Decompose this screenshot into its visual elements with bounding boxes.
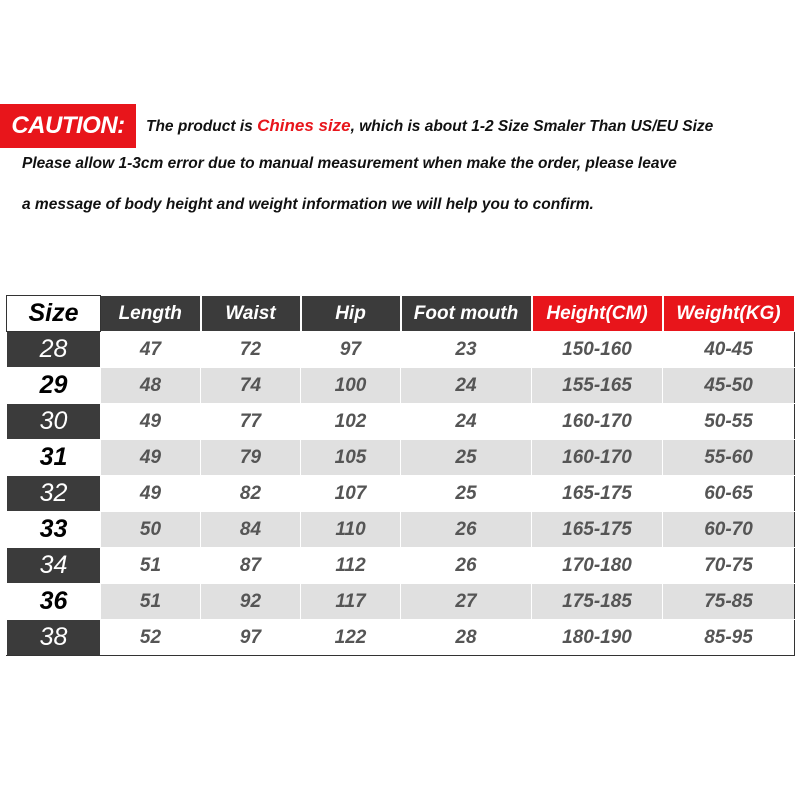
cell-height: 165-175 [532, 512, 663, 548]
cell-hip: 107 [301, 476, 401, 512]
cell-foot-mouth: 26 [401, 512, 532, 548]
cell-waist: 72 [201, 332, 301, 368]
cell-waist: 74 [201, 368, 301, 404]
cell-height: 170-180 [532, 548, 663, 584]
cell-size: 28 [7, 332, 101, 368]
cell-length: 52 [101, 620, 201, 656]
cell-weight: 70-75 [663, 548, 795, 584]
cell-weight: 75-85 [663, 584, 795, 620]
cell-height: 150-160 [532, 332, 663, 368]
note-line-1: Please allow 1-3cm error due to manual measurement when make the order, please leave [22, 155, 677, 172]
caution-text-after: , which is about 1-2 Size Smaler Than US/EU Size [350, 118, 714, 135]
header-foot-mouth: Foot mouth [401, 296, 532, 332]
cell-foot-mouth: 24 [401, 368, 532, 404]
cell-length: 51 [101, 584, 201, 620]
table-row [7, 476, 795, 512]
size-chart-table [6, 295, 796, 656]
cell-waist: 82 [201, 476, 301, 512]
table-body [7, 332, 795, 656]
cell-waist: 92 [201, 584, 301, 620]
cell-waist: 79 [201, 440, 301, 476]
cell-foot-mouth: 28 [401, 620, 532, 656]
table-row [7, 332, 795, 368]
cell-size: 32 [7, 476, 101, 512]
cell-weight: 55-60 [663, 440, 795, 476]
cell-weight: 85-95 [663, 620, 795, 656]
cell-hip: 117 [301, 584, 401, 620]
cell-weight: 60-70 [663, 512, 795, 548]
header-length: Length [101, 296, 201, 332]
cell-foot-mouth: 25 [401, 476, 532, 512]
cell-hip: 112 [301, 548, 401, 584]
cell-size: 34 [7, 548, 101, 584]
cell-foot-mouth: 23 [401, 332, 532, 368]
cell-weight: 60-65 [663, 476, 795, 512]
cell-height: 160-170 [532, 440, 663, 476]
cell-length: 50 [101, 512, 201, 548]
cell-hip: 100 [301, 368, 401, 404]
caution-text [146, 104, 713, 148]
cell-size: 36 [7, 584, 101, 620]
cell-length: 49 [101, 404, 201, 440]
cell-length: 49 [101, 440, 201, 476]
cell-length: 51 [101, 548, 201, 584]
cell-size: 31 [7, 440, 101, 476]
cell-size: 30 [7, 404, 101, 440]
cell-weight: 45-50 [663, 368, 795, 404]
cell-weight: 40-45 [663, 332, 795, 368]
cell-size: 29 [7, 368, 101, 404]
cell-waist: 87 [201, 548, 301, 584]
cell-waist: 84 [201, 512, 301, 548]
cell-height: 175-185 [532, 584, 663, 620]
caution-highlight: Chines size [257, 116, 351, 135]
cell-size: 38 [7, 620, 101, 656]
cell-size: 33 [7, 512, 101, 548]
header-size: Size [7, 296, 101, 332]
table-row [7, 404, 795, 440]
cell-height: 165-175 [532, 476, 663, 512]
cell-foot-mouth: 27 [401, 584, 532, 620]
table-row [7, 548, 795, 584]
table-header-row [7, 296, 795, 332]
cell-length: 49 [101, 476, 201, 512]
header-hip: Hip [301, 296, 401, 332]
cell-foot-mouth: 25 [401, 440, 532, 476]
note-line-2: a message of body height and weight information we will help you to confirm. [22, 196, 594, 213]
cell-weight: 50-55 [663, 404, 795, 440]
cell-hip: 105 [301, 440, 401, 476]
header-height: Height(CM) [532, 296, 663, 332]
cell-height: 160-170 [532, 404, 663, 440]
table-row [7, 368, 795, 404]
cell-hip: 97 [301, 332, 401, 368]
cell-foot-mouth: 24 [401, 404, 532, 440]
caution-line [0, 104, 800, 148]
table-row [7, 620, 795, 656]
caution-text-before: The product is [146, 118, 258, 135]
cell-waist: 77 [201, 404, 301, 440]
table-row [7, 584, 795, 620]
cell-waist: 97 [201, 620, 301, 656]
table-row [7, 440, 795, 476]
table-row [7, 512, 795, 548]
cell-length: 47 [101, 332, 201, 368]
cell-hip: 122 [301, 620, 401, 656]
caution-badge: CAUTION: [0, 104, 136, 148]
cell-height: 155-165 [532, 368, 663, 404]
cell-hip: 110 [301, 512, 401, 548]
cell-foot-mouth: 26 [401, 548, 532, 584]
header-weight: Weight(KG) [663, 296, 795, 332]
cell-height: 180-190 [532, 620, 663, 656]
cell-hip: 102 [301, 404, 401, 440]
header-waist: Waist [201, 296, 301, 332]
cell-length: 48 [101, 368, 201, 404]
